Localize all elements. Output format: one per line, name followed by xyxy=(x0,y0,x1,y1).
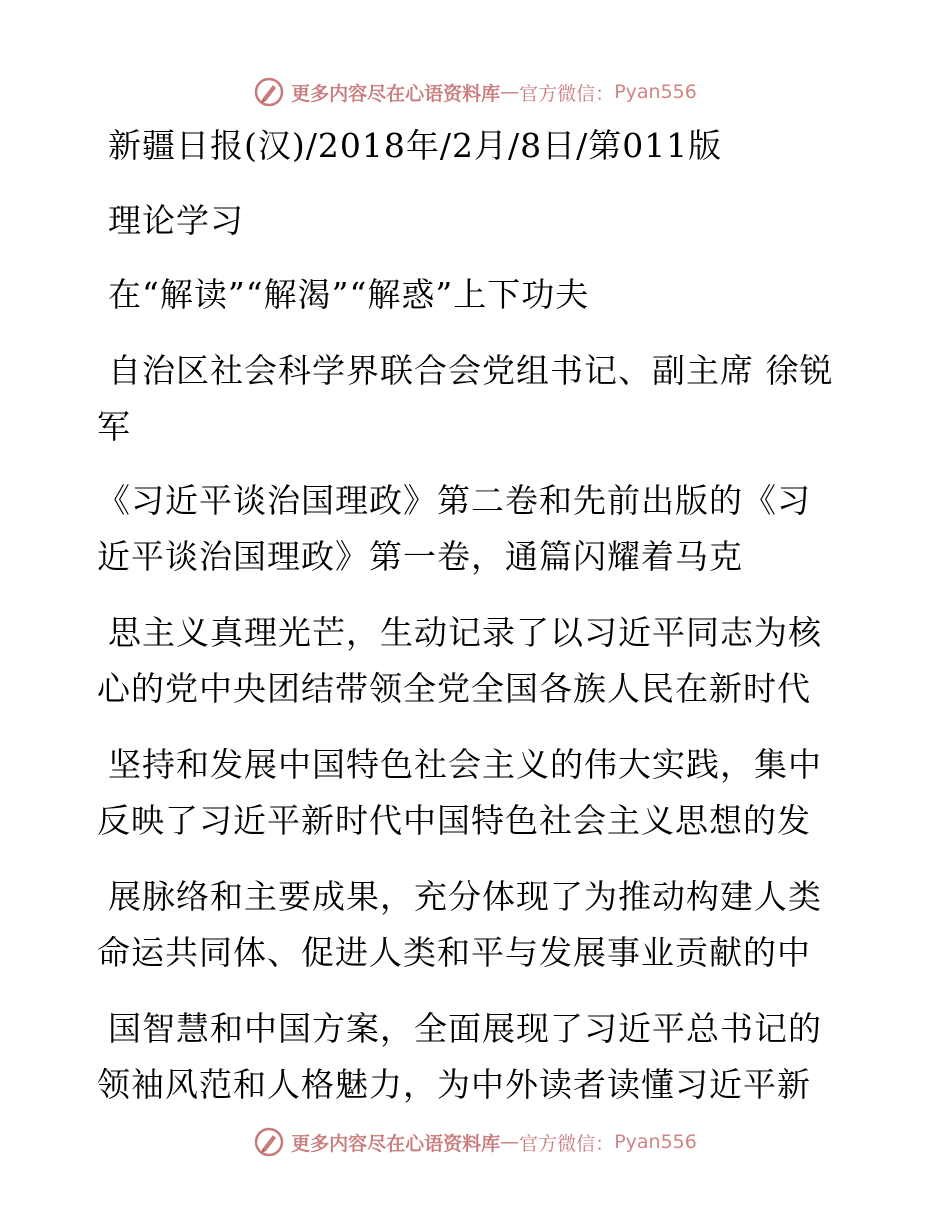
body-line-2: 近平谈治国理政》第一卷，通篇闪耀着马克 xyxy=(97,537,743,576)
watermark-contact-label: 官方微信： xyxy=(519,82,615,105)
source-line: 新疆日报(汉)/2018年/2月/8日/第011版 xyxy=(108,126,723,165)
body-line-6: 反映了习近平新时代中国特色社会主义思想的发 xyxy=(97,801,811,840)
article-title: 在“解读”“解渴”“解惑”上下功夫 xyxy=(108,275,590,314)
body-line-1: 《习近平谈治国理政》第二卷和先前出版的《习 xyxy=(97,481,811,520)
body-line-9: 国智慧和中国方案，全面展现了习近平总书记的 xyxy=(108,1009,822,1048)
body-line-4: 心的党中央团结带领全党全国各族人民在新时代 xyxy=(97,669,811,708)
body-line-8: 命运共同体、促进人类和平与发展事业贡献的中 xyxy=(97,933,811,972)
body-line-3: 思主义真理光芒，生动记录了以习近平同志为核 xyxy=(108,613,822,652)
body-line-10: 领袖风范和人格魅力，为中外读者读懂习近平新 xyxy=(97,1065,811,1104)
watermark-separator: — xyxy=(500,1131,520,1153)
watermark-separator: — xyxy=(500,81,520,103)
watermark-title: 更多内容尽在心语资料库 xyxy=(291,82,501,105)
section-title: 理论学习 xyxy=(108,201,244,240)
author-line: 自治区社会科学界联合会党组书记、副主席 徐锐 xyxy=(108,351,834,390)
pen-circle-icon xyxy=(253,1126,285,1158)
watermark-contact-id: Pyan556 xyxy=(614,81,697,103)
header-watermark xyxy=(0,72,950,112)
pen-circle-icon xyxy=(253,76,285,108)
watermark-contact-label: 官方微信： xyxy=(519,1132,615,1155)
body-line-7: 展脉络和主要成果，充分体现了为推动构建人类 xyxy=(108,877,822,916)
watermark-title: 更多内容尽在心语资料库 xyxy=(291,1132,501,1155)
author-line-continued: 军 xyxy=(97,407,131,446)
watermark-contact-id: Pyan556 xyxy=(614,1131,697,1153)
footer-watermark xyxy=(0,1122,950,1162)
body-line-5: 坚持和发展中国特色社会主义的伟大实践，集中 xyxy=(108,745,822,784)
